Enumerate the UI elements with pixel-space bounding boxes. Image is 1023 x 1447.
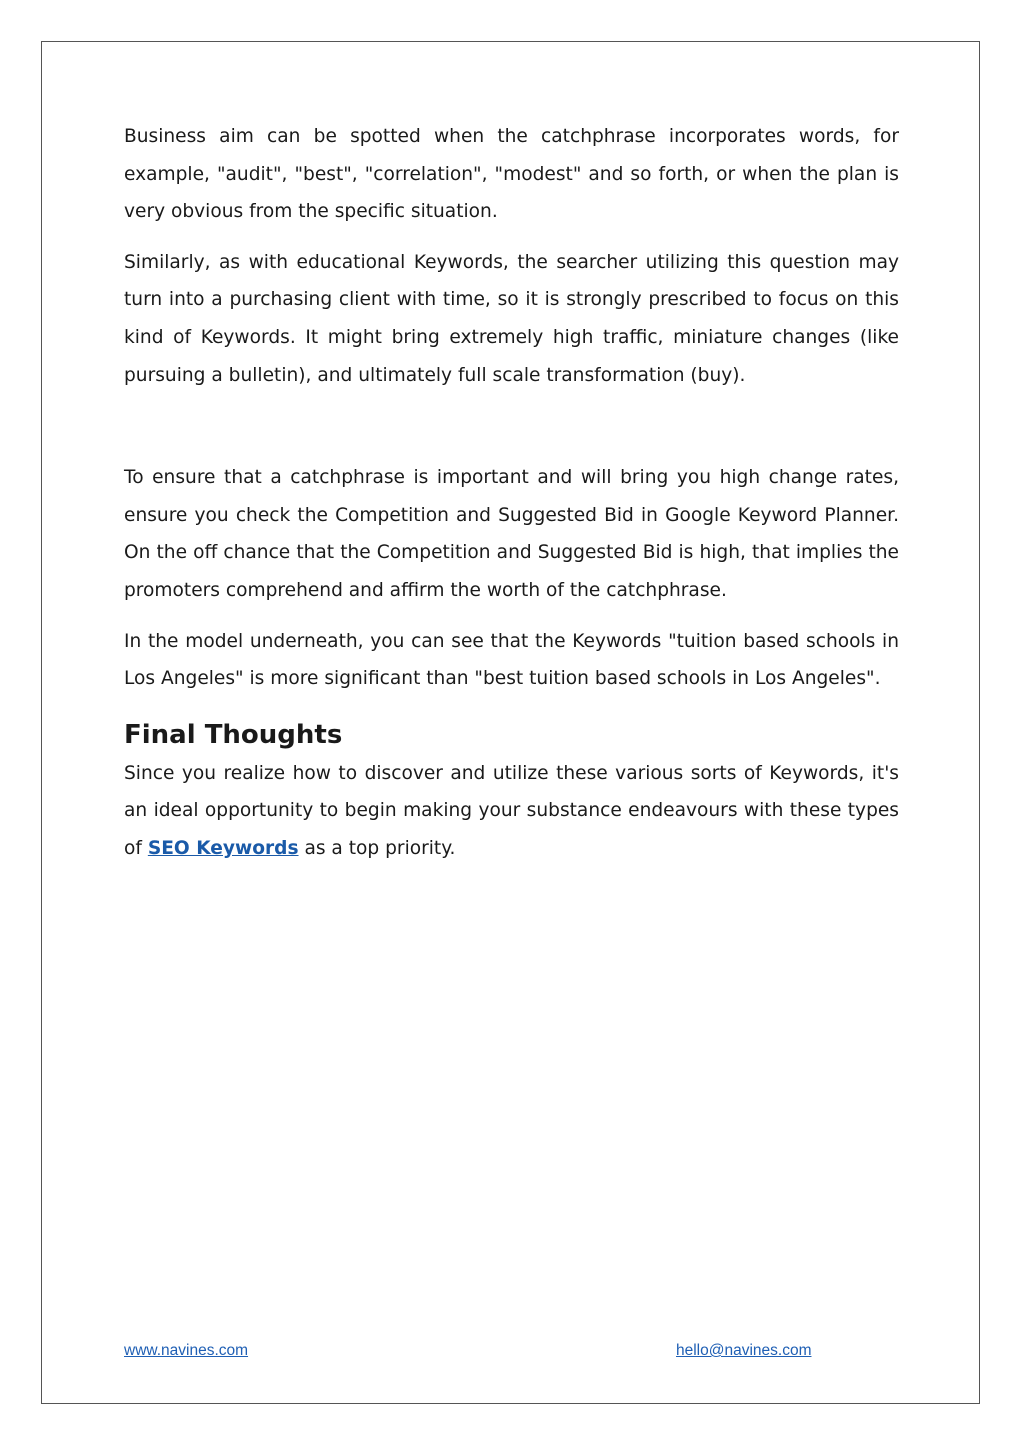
- paragraph-example: In the model underneath, you can see that the Keywords "tuition based schools in Los Angeles" is more significant than "best tuition based schools in Los Angeles".: [124, 630, 899, 690]
- heading-final-thoughts: Final Thoughts: [124, 719, 343, 750]
- paragraph-final-thoughts: [124, 755, 899, 868]
- paragraph-spacer: [124, 407, 899, 459]
- paragraph-keyword-planner: To ensure that a catchphrase is important and will bring you high change rates, ensure you check the Competition and Suggested Bid in Google Keyword Planner. On the off chance that the Competition and Suggested Bid is high, that implies the promoters comprehend and affirm the worth of the catchphrase.: [124, 467, 899, 601]
- document-body: [124, 118, 899, 868]
- footer-email-link[interactable]: hello@navines.com: [676, 1342, 812, 1359]
- paragraph-transactional-keywords: Similarly, as with educational Keywords, the searcher utilizing this question may turn into a purchasing client with time, so it is strongly prescribed to focus on this kind of Keywords. It might bring extremely high traffic, miniature changes (like pursuing a bulletin), and ultimately full scale transformation (buy).: [124, 251, 899, 386]
- paragraph-commercial-intent: Business aim can be spotted when the catchphrase incorporates words, for example, "audit", "best", "correlation", "modest" and so forth, or when the plan is very obvious from the specific situation.: [124, 126, 899, 223]
- final-text-after-link: as a top priority.: [298, 837, 456, 859]
- final-text-before-link: Since you realize how to discover and utilize these various sorts of Keywords, it's an ideal opportunity to begin making your substance endeavours with these types of: [124, 762, 899, 859]
- footer-website-link[interactable]: www.navines.com: [124, 1342, 249, 1359]
- seo-keywords-link[interactable]: SEO Keywords: [147, 837, 299, 859]
